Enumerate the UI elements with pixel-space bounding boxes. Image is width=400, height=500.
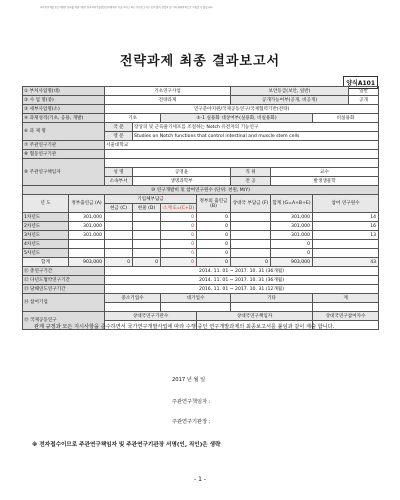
row-lead-institution: [23, 141, 379, 150]
row-program: [23, 96, 379, 105]
korean-title-value: 장상피 및 근육줄기세포를 조절하는 Notch 유전자의 기능연구: [133, 123, 379, 132]
gov-cell: 301,000: [69, 231, 105, 240]
kind-cell: [133, 213, 161, 222]
table-row: [23, 231, 379, 240]
page-title: 전략과제 최종 결과보고서: [119, 54, 281, 69]
header-notice: 국가연구개발 보고서원문 성과물 전담기관인 한국과학기술정보연구원에서 가공·서비스 하는 연구보고서는 동의 없이 상업적 및 기타 영리목적으로 사용할 수 없습니다.: [40, 6, 214, 9]
year-cell: 2차년도: [23, 222, 69, 231]
current-period-label: ⑬ 당해연도연구기간: [23, 285, 105, 294]
project-type-value: 기초: [105, 114, 161, 123]
total-period-label: ⑪ 총연구기간: [23, 267, 105, 276]
small-firms-value: [105, 303, 161, 312]
local-cell: 0: [197, 231, 231, 240]
year-cell: 3차년도: [23, 231, 69, 240]
local-cell: 0: [197, 249, 231, 258]
other-cell: [231, 240, 271, 249]
institution-head-sign: 주관연구기관장 :: [172, 419, 211, 425]
other-cell: [231, 222, 271, 231]
kind-cell: [133, 240, 161, 249]
other-firms-label: 기타: [231, 294, 313, 303]
pi-position-label: 직 위: [231, 168, 271, 177]
sum-cash: 0: [105, 258, 133, 267]
staff-cell: 13: [313, 231, 379, 240]
pi-dept-label: 소속부서: [105, 177, 133, 186]
row-partner-institution: [23, 150, 379, 159]
table-row: [23, 213, 379, 222]
total-cell: 301,000: [271, 222, 313, 231]
firms-total-label: 계: [313, 294, 379, 303]
small-firms-label: 중소기업수: [105, 294, 161, 303]
year-cell: 1차년도: [23, 213, 69, 222]
foreign-researchers-label: 상대국연구참여자수: [313, 312, 379, 321]
row-participants-header: [23, 294, 379, 303]
table-row: [23, 240, 379, 249]
subtotal-cell: 0: [161, 222, 197, 231]
budget-total-row: [23, 258, 379, 267]
pi-major-label: 전 공: [231, 177, 271, 186]
row-project-type: [23, 114, 379, 123]
submission-date: 2017 년 월 일: [172, 377, 206, 383]
other-cell: [231, 213, 271, 222]
lead-institution-value: 서울대학교: [105, 141, 379, 150]
sum-kind: 0: [133, 258, 161, 267]
report-form-table: [22, 86, 379, 330]
pi-spacer-cell: [105, 159, 379, 168]
foreign-pi-label: 상대국연구책임자: [197, 312, 313, 321]
gov-col-header: 정부출연금 (A): [69, 195, 105, 213]
row-budget-section: [23, 186, 379, 195]
cash-col-header: 현금 (C): [105, 204, 133, 213]
total-cell: 0: [271, 240, 313, 249]
large-firms-value: [161, 303, 231, 312]
other-col-header: 상대국 부담금 (F): [231, 195, 271, 213]
program-value: 전략과제: [105, 96, 231, 105]
row-budget-header-1: [23, 195, 379, 204]
staff-cell: 16: [313, 222, 379, 231]
current-period-value: 2016. 11. 01 ~ 2017. 10. 31 (12개월): [105, 285, 379, 294]
cash-cell: [105, 222, 133, 231]
row-pi-spacer: [23, 159, 379, 168]
row-title-korean: [23, 123, 379, 132]
large-firms-label: 대기업수: [161, 294, 231, 303]
local-cell: 0: [197, 222, 231, 231]
english-title-value: Studies on Notch functions that control intestinal and muscle stem cells: [133, 132, 379, 141]
sum-total: 903,000: [271, 258, 313, 267]
other-firms-value: [231, 303, 313, 312]
foreign-institutions-label: 상대국연구기관수: [105, 312, 197, 321]
other-cell: [231, 249, 271, 258]
row-multiyear-period: [23, 276, 379, 285]
korean-label: 국 문: [105, 123, 133, 132]
page-number: - 1 -: [194, 476, 206, 483]
total-period-value: 2014. 11. 01 ~ 2017. 10. 31 (36개월): [105, 267, 379, 276]
lead-researcher-sign: 주관연구책임자 :: [172, 399, 211, 405]
sub-program-label: ③ 세부사업명(소): [23, 105, 105, 114]
firms-total-value: [313, 303, 379, 312]
total-cell: 0: [271, 249, 313, 258]
staff-cell: 14: [313, 213, 379, 222]
pi-major-value: 발생생물학: [271, 177, 379, 186]
foreign-label: ⑮ 국제공동연구: [23, 312, 105, 330]
subtotal-cell: 0: [161, 249, 197, 258]
local-col-header: 정부외 출연금 (B): [197, 195, 231, 213]
gov-cell: [69, 249, 105, 258]
project-title-label: ⑥ 과 제 명: [23, 123, 105, 141]
corp-group-header: 기업체부담금: [105, 195, 197, 204]
pi-name-value: 공영윤: [133, 168, 231, 177]
gov-cell: 301,000: [69, 222, 105, 231]
pi-name-label: 성 명: [105, 168, 133, 177]
year-col-header: 년 도: [23, 195, 69, 213]
row-ministry-program: [23, 87, 379, 96]
commercialization-label: ⑤-1 실용화 대상여부(실용화, 비실용화): [161, 114, 313, 123]
gov-cell: 301,000: [69, 213, 105, 222]
subtotal-col-header: 소계 E=(C+D): [161, 204, 197, 213]
english-label: 영 문: [105, 132, 133, 141]
subtotal-cell: 0: [161, 240, 197, 249]
row-foreign-header: [23, 312, 379, 321]
staff-cell: [313, 240, 379, 249]
staff-col-header: 참여 연구원수: [313, 195, 379, 213]
ministry-program-value: 기초연구사업: [105, 87, 231, 96]
pi-dept-value: 생명과학부: [133, 177, 231, 186]
form-number: 양식A101: [343, 76, 378, 89]
project-type-label: ④ 과제성격(기초, 응용, 개발): [23, 114, 105, 123]
row-total-period: [23, 267, 379, 276]
sum-local: 0: [197, 258, 231, 267]
partner-institution-value: [105, 150, 379, 159]
year-cell: 4차년도: [23, 240, 69, 249]
staff-cell: [313, 249, 379, 258]
sum-other: 0: [231, 258, 271, 267]
pi-label: ⑨ 주관연구책임자: [23, 159, 105, 186]
disclosure-label: 공개가능여부(공개, 비공개): [231, 96, 349, 105]
lead-institution-label: ⑦ 주관연구기관: [23, 141, 105, 150]
sum-label: 합계: [23, 258, 69, 267]
partner-institution-label: ⑧ 협동연구기관: [23, 150, 105, 159]
sum-gov: 903,000: [69, 258, 105, 267]
kind-cell: [133, 222, 161, 231]
budget-section-label: ⑩ 연구개발비 및 참여연구원수 (단위: 천원, M/Y): [23, 186, 379, 195]
footnote: ※ 전자접수이므로 주관연구책임자 및 주관연구기관장 서명(인, 직인)은 생략: [32, 442, 221, 448]
total-cell: 301,000: [271, 213, 313, 222]
subtotal-cell: 0: [161, 213, 197, 222]
pi-position-value: 교수: [271, 168, 379, 177]
kind-col-header: 현물 (D): [133, 204, 161, 213]
participants-label: ⑭ 참여기업: [23, 294, 105, 312]
submission-statement: 관계 규정과 모든 지시사항을 준수하면서 국가연구개발사업에 따라 수행 중인 연구개발과제의 최종보고서를 붙임과 같이 제출 합니다.: [34, 324, 335, 330]
sum-subtotal: 0: [161, 258, 197, 267]
total-cell: 301,000: [271, 231, 313, 240]
commercialization-value: 비실용화: [313, 114, 379, 123]
security-label: 보안등급(보안, 일반): [231, 87, 349, 96]
table-row: [23, 249, 379, 258]
ministry-program-label: ① 부처사업명(대): [23, 87, 105, 96]
kind-cell: [133, 231, 161, 240]
cash-cell: [105, 231, 133, 240]
total-col-header: 합계 (G=A+B+E): [271, 195, 313, 213]
multiyear-period-label: ⑫ 다년도협약연구기간: [23, 276, 105, 285]
row-sub-program: [23, 105, 379, 114]
sum-staff: 43: [313, 258, 379, 267]
security-value: 일반: [349, 87, 379, 96]
cash-cell: [105, 213, 133, 222]
local-cell: 0: [197, 240, 231, 249]
table-row: [23, 222, 379, 231]
kind-cell: [133, 249, 161, 258]
program-label: ② 사 업 명(중): [23, 96, 105, 105]
local-cell: 0: [197, 213, 231, 222]
year-cell: 5차년도: [23, 249, 69, 258]
multiyear-period-value: 2014. 11. 01 ~ 2017. 10. 31 (36개월): [105, 276, 379, 285]
sub-program-value: 연구분야지원/국제공동연구/국제협력기반(전략): [105, 105, 379, 114]
other-cell: [231, 231, 271, 240]
row-current-period: [23, 285, 379, 294]
cash-cell: [105, 240, 133, 249]
disclosure-value: 공개: [349, 96, 379, 105]
cash-cell: [105, 249, 133, 258]
subtotal-cell: 0: [161, 231, 197, 240]
gov-cell: [69, 240, 105, 249]
